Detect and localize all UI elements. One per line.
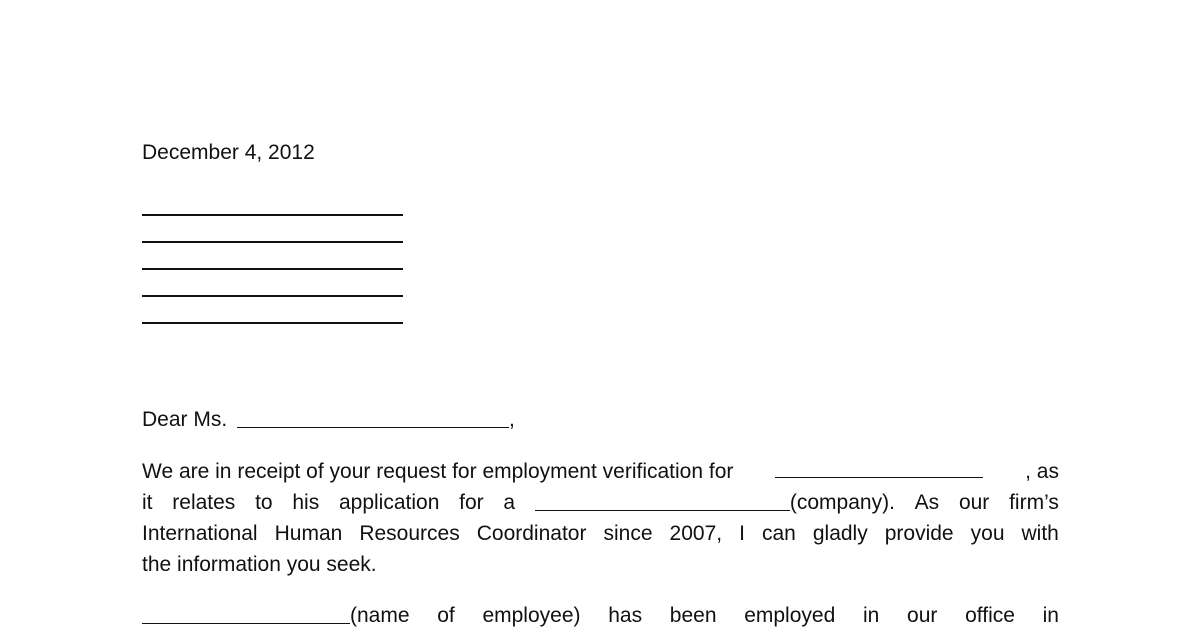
line-text: We are in receipt of your request for employment verification for (142, 460, 734, 483)
word: for (459, 491, 484, 514)
word: As (914, 491, 940, 514)
word: employed (744, 604, 836, 627)
word: a (503, 491, 516, 514)
word: provide (884, 522, 954, 545)
word: can (761, 522, 796, 545)
letter-date: December 4, 2012 (142, 141, 315, 164)
paragraph-employment-details (142, 600, 1059, 630)
address-line-blank (142, 295, 403, 297)
salutation-comma: , (509, 408, 515, 431)
word: 2007, (669, 522, 723, 545)
word: relates (172, 491, 236, 514)
paragraph-verification-request (142, 456, 1059, 580)
word: (name (350, 604, 410, 627)
word: I (739, 522, 745, 545)
word: Resources (359, 522, 460, 545)
word: has (608, 604, 643, 627)
position-blank (535, 510, 790, 511)
word: office (965, 604, 1015, 627)
word: International (142, 522, 258, 545)
salutation-prefix: Dear Ms. (142, 408, 228, 431)
word: application (338, 491, 440, 514)
salutation (142, 407, 515, 433)
word: (company). (789, 491, 895, 514)
word: with (1021, 522, 1059, 545)
word: been (669, 604, 717, 627)
address-line-blank (142, 214, 403, 216)
word: our (958, 491, 990, 514)
line-text: the information you seek. (142, 553, 377, 576)
word: of (437, 604, 455, 627)
address-line-blank (142, 241, 403, 243)
word: his (292, 491, 320, 514)
word: firm’s (1009, 491, 1059, 514)
word: employee) (482, 604, 581, 627)
word: Human (274, 522, 343, 545)
word: Coordinator (476, 522, 587, 545)
word: in (1042, 604, 1059, 627)
paragraph-line (142, 456, 1059, 487)
word: since (603, 522, 653, 545)
employee-name-blank (775, 477, 983, 478)
address-line-blank (142, 268, 403, 270)
word: gladly (812, 522, 868, 545)
word: it (142, 491, 153, 514)
recipient-name-blank (237, 427, 509, 428)
line-text: , as (1025, 460, 1059, 483)
word: in (862, 604, 880, 627)
word: our (907, 604, 938, 627)
employee-name-blank (142, 623, 350, 624)
address-line-blank (142, 322, 403, 324)
paragraph-line (142, 487, 1059, 518)
paragraph-line (142, 518, 1059, 549)
paragraph-line (142, 549, 1059, 580)
word: you (970, 522, 1005, 545)
word: to (255, 491, 273, 514)
paragraph-line (142, 600, 1059, 630)
